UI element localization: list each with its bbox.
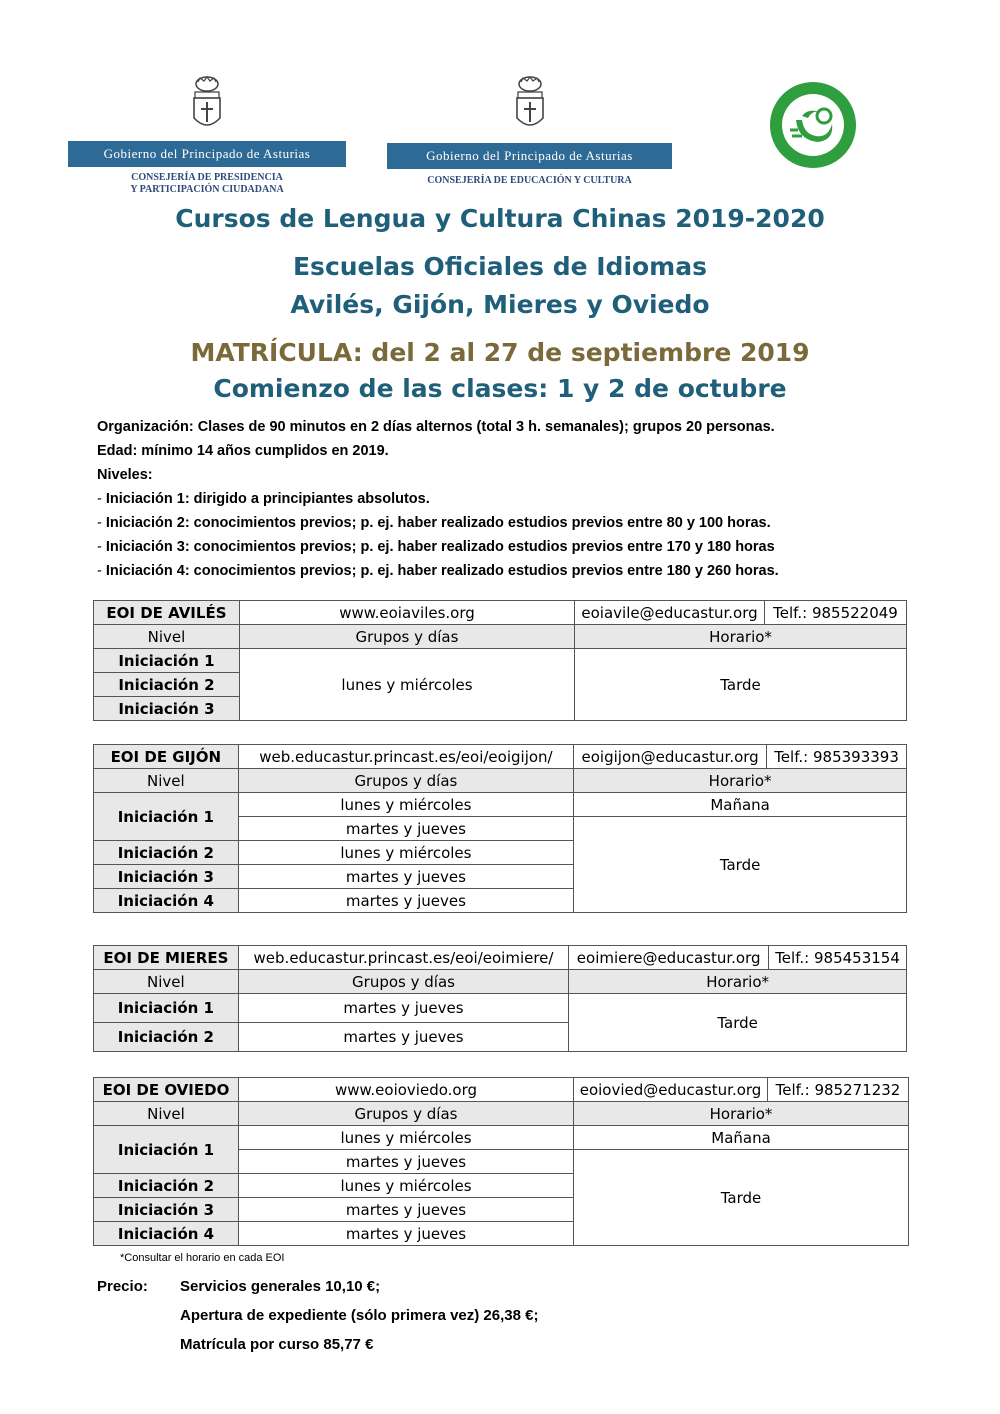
nivel-item: - Iniciación 2: conocimientos previos; p. ej. haber realizado estudios previos entre 80 y 100 horas. bbox=[97, 515, 771, 531]
horario-cell: Tarde bbox=[574, 1150, 909, 1246]
column-headers-row bbox=[94, 970, 907, 994]
precio-servicios: Servicios generales 10,10 €; bbox=[180, 1278, 381, 1295]
nivel-4-text: Iniciación 4: conocimientos previos; p. ej. haber realizado estudios previos entre 180 y 260 horas. bbox=[105, 563, 779, 579]
nivel-cell: Iniciación 4 bbox=[94, 1222, 239, 1246]
table-eoi-gijon bbox=[93, 744, 907, 913]
subtitle-ciudades: Avilés, Gijón, Mieres y Oviedo bbox=[290, 290, 710, 319]
nivel-cell: Iniciación 4 bbox=[94, 889, 239, 913]
eoi-name: EOI DE OVIEDO bbox=[94, 1078, 239, 1102]
consejeria-label-line-2: Y PARTICIPACIÓN CIUDADANA bbox=[130, 184, 284, 195]
page-title: Cursos de Lengua y Cultura Chinas 2019-2020 bbox=[175, 204, 825, 233]
nivel-cell: Iniciación 2 bbox=[94, 1174, 239, 1198]
horario-cell: Tarde bbox=[575, 649, 907, 721]
eoi-email-link[interactable]: eoiavile@educastur.org bbox=[575, 601, 765, 625]
organizacion-text: Organización: Clases de 90 minutos en 2 días alternos (total 3 h. semanales); grupos 20 personas. bbox=[97, 419, 775, 435]
table-header-row bbox=[94, 1078, 909, 1102]
precio-expediente: Apertura de expediente (sólo primera vez) 26,38 €; bbox=[180, 1307, 539, 1324]
table-header-row bbox=[94, 601, 907, 625]
grupos-cell: lunes y miércoles bbox=[239, 649, 574, 721]
col-nivel: Nivel bbox=[94, 769, 239, 793]
eoi-website-link[interactable]: www.eoiaviles.org bbox=[239, 601, 574, 625]
col-nivel: Nivel bbox=[94, 625, 240, 649]
horario-cell: Tarde bbox=[569, 994, 907, 1052]
nivel-cell: Iniciación 1 bbox=[94, 793, 239, 841]
eoi-email-link[interactable]: eoimiere@educastur.org bbox=[569, 946, 769, 970]
horario-cell: Mañana bbox=[574, 1126, 909, 1150]
nivel-cell: Iniciación 1 bbox=[94, 994, 239, 1023]
table-row bbox=[94, 793, 907, 817]
grupos-cell: martes y jueves bbox=[238, 865, 574, 889]
col-nivel: Nivel bbox=[94, 1102, 239, 1126]
col-grupos: Grupos y días bbox=[238, 1102, 573, 1126]
grupos-cell: martes y jueves bbox=[238, 817, 574, 841]
consejeria-label-line-1: CONSEJERÍA DE PRESIDENCIA bbox=[131, 172, 283, 183]
grupos-cell: martes y jueves bbox=[238, 889, 574, 913]
col-nivel: Nivel bbox=[94, 970, 239, 994]
edad-text: Edad: mínimo 14 años cumplidos en 2019. bbox=[97, 443, 389, 459]
grupos-cell: martes y jueves bbox=[238, 1222, 573, 1246]
logo-consejeria-educacion bbox=[387, 76, 672, 187]
horario-cell: Mañana bbox=[574, 793, 907, 817]
nivel-1-text: Iniciación 1: dirigido a principiantes absolutos. bbox=[105, 491, 430, 507]
eoi-name: EOI DE MIERES bbox=[94, 946, 239, 970]
nivel-item: - Iniciación 3: conocimientos previos; p. ej. haber realizado estudios previos entre 170 y 180 horas bbox=[97, 539, 775, 555]
nivel-cell: Iniciación 3 bbox=[94, 1198, 239, 1222]
table-header-row bbox=[94, 946, 907, 970]
eoi-email-link[interactable]: eoiovied@educastur.org bbox=[574, 1078, 768, 1102]
grupos-cell: martes y jueves bbox=[238, 994, 569, 1023]
eoi-phone: Telf.: 985522049 bbox=[765, 601, 907, 625]
nivel-3-text: Iniciación 3: conocimientos previos; p. ej. haber realizado estudios previos entre 170 y 180 horas bbox=[105, 539, 775, 555]
nivel-cell: Iniciación 3 bbox=[94, 865, 239, 889]
horario-footnote: *Consultar el horario en cada EOI bbox=[120, 1252, 285, 1264]
col-grupos: Grupos y días bbox=[238, 970, 569, 994]
eoi-name: EOI DE GIJÓN bbox=[94, 745, 239, 769]
asturias-crest-icon bbox=[513, 76, 547, 132]
logo-consejeria-presidencia bbox=[68, 76, 346, 196]
nivel-cell: Iniciación 2 bbox=[94, 1023, 239, 1052]
nivel-cell: Iniciación 2 bbox=[94, 841, 239, 865]
grupos-cell: lunes y miércoles bbox=[238, 793, 574, 817]
horario-cell: Tarde bbox=[574, 817, 907, 913]
eoi-phone: Telf.: 985393393 bbox=[767, 745, 907, 769]
asturias-crest-icon bbox=[190, 76, 224, 132]
nivel-cell: Iniciación 1 bbox=[94, 1126, 239, 1174]
eoi-website-link[interactable]: web.educastur.princast.es/eoi/eoimiere/ bbox=[238, 946, 569, 970]
nivel-item: - Iniciación 1: dirigido a principiantes absolutos. bbox=[97, 491, 430, 507]
table-header-row bbox=[94, 745, 907, 769]
col-horario: Horario* bbox=[574, 1102, 909, 1126]
comienzo-clases: Comienzo de las clases: 1 y 2 de octubre bbox=[213, 374, 787, 403]
confucius-institute-logo-icon bbox=[768, 80, 858, 170]
table-eoi-mieres bbox=[93, 945, 907, 1052]
col-horario: Horario* bbox=[574, 769, 907, 793]
precio-matricula: Matrícula por curso 85,77 € bbox=[180, 1336, 374, 1353]
nivel-cell: Iniciación 1 bbox=[94, 649, 240, 673]
eoi-website-link[interactable]: web.educastur.princast.es/eoi/eoigijon/ bbox=[238, 745, 574, 769]
eoi-phone: Telf.: 985453154 bbox=[769, 946, 907, 970]
col-grupos: Grupos y días bbox=[239, 625, 574, 649]
course-info bbox=[97, 415, 917, 583]
niveles-heading: Niveles: bbox=[97, 467, 153, 483]
table-eoi-oviedo bbox=[93, 1077, 909, 1246]
table-row bbox=[94, 994, 907, 1023]
grupos-cell: lunes y miércoles bbox=[238, 841, 574, 865]
consejeria-educacion-label: CONSEJERÍA DE EDUCACIÓN Y CULTURA bbox=[427, 175, 632, 186]
col-horario: Horario* bbox=[569, 970, 907, 994]
nivel-item: - Iniciación 4: conocimientos previos; p. ej. haber realizado estudios previos entre 180 y 260 horas. bbox=[97, 563, 779, 579]
table-row bbox=[94, 649, 907, 673]
subtitle-escuelas: Escuelas Oficiales de Idiomas bbox=[292, 252, 707, 281]
grupos-cell: martes y jueves bbox=[238, 1198, 573, 1222]
eoi-phone: Telf.: 985271232 bbox=[768, 1078, 909, 1102]
precio-label: Precio: bbox=[97, 1278, 148, 1295]
grupos-cell: martes y jueves bbox=[238, 1023, 569, 1052]
column-headers-row bbox=[94, 625, 907, 649]
grupos-cell: martes y jueves bbox=[238, 1150, 573, 1174]
grupos-cell: lunes y miércoles bbox=[238, 1126, 573, 1150]
col-horario: Horario* bbox=[575, 625, 907, 649]
grupos-cell: lunes y miércoles bbox=[238, 1174, 573, 1198]
eoi-email-link[interactable]: eoigijon@educastur.org bbox=[574, 745, 767, 769]
table-eoi-aviles bbox=[93, 600, 907, 721]
eoi-website-link[interactable]: www.eoioviedo.org bbox=[238, 1078, 573, 1102]
col-grupos: Grupos y días bbox=[238, 769, 574, 793]
eoi-name: EOI DE AVILÉS bbox=[94, 601, 240, 625]
nivel-cell: Iniciación 3 bbox=[94, 697, 240, 721]
table-row bbox=[94, 1126, 909, 1150]
gov-bar-middle: Gobierno del Principado de Asturias bbox=[387, 143, 672, 169]
matricula-dates: MATRÍCULA: del 2 al 27 de septiembre 2019 bbox=[190, 338, 810, 367]
column-headers-row bbox=[94, 769, 907, 793]
gov-bar-left: Gobierno del Principado de Asturias bbox=[68, 141, 346, 167]
nivel-cell: Iniciación 2 bbox=[94, 673, 240, 697]
nivel-2-text: Iniciación 2: conocimientos previos; p. ej. haber realizado estudios previos entre 80 y 100 horas. bbox=[105, 515, 771, 531]
column-headers-row bbox=[94, 1102, 909, 1126]
